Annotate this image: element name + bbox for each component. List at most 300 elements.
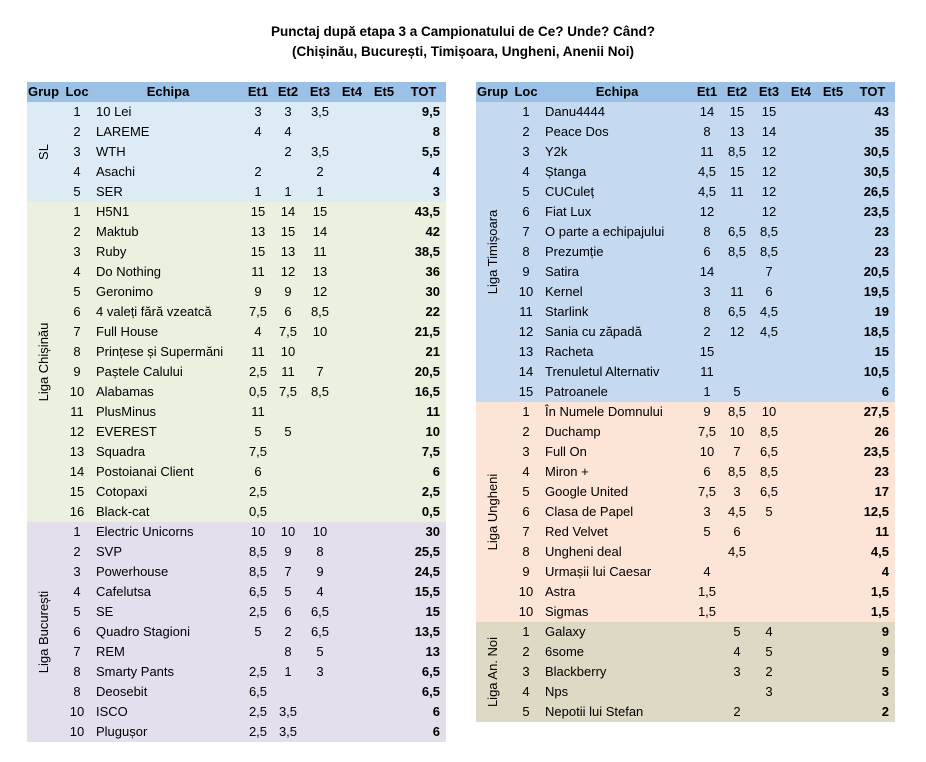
rank-cell: 1 xyxy=(73,204,81,219)
stage5-score xyxy=(367,622,401,642)
stage5-score xyxy=(367,342,401,362)
stage1-score: 5 xyxy=(254,624,262,639)
rank-cell: 14 xyxy=(69,464,85,479)
team-name-cell: Patroanele xyxy=(545,384,608,399)
stage3-score xyxy=(752,602,786,622)
team-name-cell: O parte a echipajului xyxy=(545,224,665,239)
stage1-score: 1 xyxy=(254,184,262,199)
stage4-score xyxy=(337,202,367,222)
stage1-score: 1 xyxy=(703,384,711,399)
team-name-cell: Astra xyxy=(545,584,576,599)
total-score: 2,5 xyxy=(421,484,440,499)
stage1-score: 0,5 xyxy=(248,384,268,399)
stage2-score xyxy=(722,682,752,702)
rank-cell: 3 xyxy=(73,244,81,259)
total-score: 19 xyxy=(874,304,889,319)
stage1-score xyxy=(692,702,722,722)
stage4-score xyxy=(786,402,816,422)
stage3-score xyxy=(303,482,337,502)
total-score: 27,5 xyxy=(863,404,889,419)
stage4-score xyxy=(337,422,367,442)
stage1-score: 7,5 xyxy=(248,304,268,319)
rank-cell: 3 xyxy=(522,444,530,459)
table-row xyxy=(476,702,895,722)
stage3-score xyxy=(752,342,786,362)
team-name-cell: Kernel xyxy=(545,284,583,299)
team-name-cell: 10 Lei xyxy=(96,104,132,119)
header-tot: TOT xyxy=(401,82,446,102)
stage2-score: 8,5 xyxy=(727,244,747,259)
stage5-score xyxy=(816,542,850,562)
stage5-score xyxy=(367,682,401,702)
stage3-score xyxy=(303,122,337,142)
stage5-score xyxy=(816,482,850,502)
header-et3: Et3 xyxy=(303,82,337,102)
total-score: 43 xyxy=(874,104,889,119)
stage2-score: 6 xyxy=(284,304,292,319)
stage2-score: 12 xyxy=(280,264,296,279)
rank-cell: 5 xyxy=(73,604,81,619)
rank-cell: 8 xyxy=(522,244,530,259)
total-score: 6 xyxy=(432,464,440,479)
stage5-score xyxy=(816,222,850,242)
stage5-score xyxy=(367,202,401,222)
stage1-score: 1,5 xyxy=(697,604,717,619)
stage2-score: 15 xyxy=(729,164,745,179)
team-name-cell: Squadra xyxy=(96,444,146,459)
stage5-score xyxy=(367,102,401,122)
table-row xyxy=(27,722,446,742)
table-row xyxy=(476,382,895,402)
stage3-score: 14 xyxy=(312,224,328,239)
stage2-score: 8 xyxy=(284,644,292,659)
rank-cell: 13 xyxy=(69,444,85,459)
stage3-score: 4,5 xyxy=(759,324,779,339)
team-name-cell: Blackberry xyxy=(545,664,607,679)
total-score: 22 xyxy=(425,304,440,319)
stage4-score xyxy=(786,142,816,162)
stage5-score xyxy=(367,502,401,522)
team-name-cell: Urmașii lui Caesar xyxy=(545,564,652,579)
team-name-cell: Postoianai Client xyxy=(96,464,194,479)
table-row xyxy=(476,162,895,182)
stage5-score xyxy=(367,282,401,302)
stage3-score: 3 xyxy=(765,684,773,699)
rank-cell: 8 xyxy=(73,344,81,359)
rank-cell: 12 xyxy=(518,324,534,339)
table-row xyxy=(476,282,895,302)
stage1-score: 15 xyxy=(250,204,266,219)
stage5-score xyxy=(816,562,850,582)
stage2-score xyxy=(273,502,303,522)
stage3-score: 2 xyxy=(316,164,324,179)
header-et5: Et5 xyxy=(367,82,401,102)
stage2-score: 9 xyxy=(284,544,292,559)
stage4-score xyxy=(786,662,816,682)
stage5-score xyxy=(367,442,401,462)
stage4-score xyxy=(337,682,367,702)
stage5-score xyxy=(367,522,401,542)
stage1-score: 2,5 xyxy=(248,484,268,499)
team-name-cell: SE xyxy=(96,604,114,619)
stage1-score: 3 xyxy=(703,504,711,519)
rank-cell: 2 xyxy=(522,424,530,439)
stage1-score: 2,5 xyxy=(248,664,268,679)
stage4-score xyxy=(337,522,367,542)
rank-cell: 6 xyxy=(73,304,81,319)
stage5-score xyxy=(367,122,401,142)
table-row xyxy=(27,162,446,182)
rank-cell: 3 xyxy=(522,664,530,679)
stage2-score: 10 xyxy=(280,344,296,359)
stage3-score: 4,5 xyxy=(759,304,779,319)
header-row xyxy=(27,82,446,102)
rank-cell: 5 xyxy=(522,704,530,719)
table-row xyxy=(27,622,446,642)
standings-table-left xyxy=(27,82,446,742)
stage5-score xyxy=(816,202,850,222)
stage1-score: 8 xyxy=(703,224,711,239)
rank-cell: 14 xyxy=(518,364,534,379)
stage1-score: 8 xyxy=(703,304,711,319)
table-row xyxy=(27,202,446,222)
total-score: 8 xyxy=(432,124,440,139)
stage4-score xyxy=(786,382,816,402)
rank-cell: 2 xyxy=(73,224,81,239)
stage5-score xyxy=(816,342,850,362)
stage4-score xyxy=(786,222,816,242)
stage5-score xyxy=(367,602,401,622)
total-score: 6 xyxy=(432,724,440,739)
rank-cell: 11 xyxy=(519,304,533,319)
stage3-score xyxy=(752,362,786,382)
stage2-score: 6,5 xyxy=(727,224,747,239)
total-score: 38,5 xyxy=(414,244,440,259)
stage3-score: 6,5 xyxy=(310,624,330,639)
stage2-score: 7 xyxy=(284,564,292,579)
table-row xyxy=(476,362,895,382)
stage5-score xyxy=(816,262,850,282)
stage1-score xyxy=(692,642,722,662)
stage2-score: 8,5 xyxy=(727,144,747,159)
stage2-score: 1 xyxy=(284,664,292,679)
team-name-cell: Geronimo xyxy=(96,284,154,299)
team-name-cell: Miron + xyxy=(545,464,589,479)
table-row xyxy=(476,342,895,362)
total-score: 26,5 xyxy=(863,184,889,199)
total-score: 12,5 xyxy=(863,504,889,519)
stage3-score xyxy=(303,422,337,442)
stage5-score xyxy=(816,702,850,722)
total-score: 21 xyxy=(425,344,440,359)
table-row xyxy=(27,402,446,422)
stage2-score: 3,5 xyxy=(278,704,298,719)
stage1-score: 4,5 xyxy=(697,184,717,199)
total-score: 10,5 xyxy=(863,364,889,379)
stage3-score xyxy=(303,682,337,702)
stage2-score: 5 xyxy=(284,584,292,599)
rank-cell: 3 xyxy=(73,144,81,159)
stage1-score: 12 xyxy=(699,204,715,219)
group-label-cell xyxy=(476,402,510,622)
stage3-score: 12 xyxy=(761,144,777,159)
rank-cell: 1 xyxy=(73,104,81,119)
stage1-score: 3 xyxy=(703,284,711,299)
stage1-score: 1,5 xyxy=(697,584,717,599)
total-score: 9 xyxy=(881,644,889,659)
stage3-score: 7 xyxy=(765,264,773,279)
stage4-score xyxy=(337,722,367,742)
total-score: 6 xyxy=(881,384,889,399)
stage5-score xyxy=(816,582,850,602)
stage3-score xyxy=(752,382,786,402)
table-row xyxy=(476,582,895,602)
stage4-score xyxy=(786,502,816,522)
table-row xyxy=(476,482,895,502)
stage2-score: 5 xyxy=(284,424,292,439)
table-row xyxy=(27,122,446,142)
stage1-score: 2 xyxy=(703,324,711,339)
stage4-score xyxy=(337,142,367,162)
team-name-cell: EVEREST xyxy=(96,424,157,439)
stage5-score xyxy=(816,322,850,342)
stage4-score xyxy=(337,442,367,462)
stage5-score xyxy=(816,102,850,122)
stage4-score xyxy=(786,162,816,182)
stage4-score xyxy=(337,582,367,602)
stage3-score: 6,5 xyxy=(310,604,330,619)
header-et4: Et4 xyxy=(337,82,367,102)
stage2-score: 15 xyxy=(729,104,745,119)
stage2-score: 8,5 xyxy=(727,464,747,479)
stage2-score: 7,5 xyxy=(278,384,298,399)
team-name-cell: SER xyxy=(96,184,123,199)
total-score: 18,5 xyxy=(863,324,889,339)
stage1-score: 14 xyxy=(699,104,715,119)
stage3-score: 7 xyxy=(316,364,324,379)
stage2-score: 6 xyxy=(284,604,292,619)
rank-cell: 7 xyxy=(522,524,530,539)
stage5-score xyxy=(367,302,401,322)
total-score: 19,5 xyxy=(863,284,889,299)
header-et4: Et4 xyxy=(786,82,816,102)
total-score: 13,5 xyxy=(414,624,440,639)
table-row xyxy=(27,382,446,402)
stage2-score xyxy=(273,682,303,702)
stage3-score xyxy=(303,342,337,362)
stage2-score xyxy=(273,482,303,502)
rank-cell: 4 xyxy=(522,164,530,179)
table-row xyxy=(476,102,895,122)
team-name-cell: Maktub xyxy=(96,224,139,239)
stage1-score xyxy=(692,542,722,562)
rank-cell: 5 xyxy=(522,184,530,199)
stage4-score xyxy=(337,702,367,722)
table-row xyxy=(27,342,446,362)
table-row xyxy=(27,522,446,542)
header-et5: Et5 xyxy=(816,82,850,102)
stage1-score: 13 xyxy=(250,224,266,239)
stage4-score xyxy=(786,562,816,582)
stage3-score: 4 xyxy=(316,584,324,599)
stage5-score xyxy=(367,722,401,742)
stage5-score xyxy=(816,122,850,142)
team-name-cell: În Numele Domnului xyxy=(545,404,663,419)
stage5-score xyxy=(816,362,850,382)
table-row xyxy=(476,422,895,442)
header-grup: Grup xyxy=(27,82,61,102)
rank-cell: 6 xyxy=(73,624,81,639)
stage5-score xyxy=(816,462,850,482)
stage1-score: 3 xyxy=(254,104,262,119)
table-row xyxy=(27,562,446,582)
stage4-score xyxy=(786,442,816,462)
stage5-score xyxy=(367,262,401,282)
rank-cell: 6 xyxy=(522,504,530,519)
stage3-score: 14 xyxy=(761,124,777,139)
stage4-score xyxy=(786,522,816,542)
rank-cell: 12 xyxy=(69,424,85,439)
header-et1: Et1 xyxy=(692,82,722,102)
stage4-score xyxy=(337,382,367,402)
total-score: 3 xyxy=(432,184,440,199)
stage1-score: 10 xyxy=(250,524,266,539)
stage4-score xyxy=(337,402,367,422)
stage4-score xyxy=(337,662,367,682)
stage3-score: 11 xyxy=(313,244,327,259)
total-score: 4 xyxy=(881,564,889,579)
rank-cell: 5 xyxy=(73,184,81,199)
stage3-score xyxy=(752,582,786,602)
stage2-score: 4,5 xyxy=(727,504,747,519)
stage3-score xyxy=(303,502,337,522)
table-row xyxy=(27,142,446,162)
stage2-score: 13 xyxy=(280,244,296,259)
table-row xyxy=(476,182,895,202)
header-et2: Et2 xyxy=(273,82,303,102)
total-score: 30,5 xyxy=(863,164,889,179)
stage5-score xyxy=(816,642,850,662)
stage5-score xyxy=(367,422,401,442)
stage3-score: 8,5 xyxy=(759,464,779,479)
team-name-cell: PlusMinus xyxy=(96,404,156,419)
table-row xyxy=(27,242,446,262)
stage3-score: 10 xyxy=(312,324,328,339)
stage5-score xyxy=(367,142,401,162)
stage4-score xyxy=(786,362,816,382)
table-row xyxy=(27,422,446,442)
stage3-score: 3,5 xyxy=(310,104,330,119)
stage2-score: 12 xyxy=(729,324,745,339)
team-name-cell: Paștele Calului xyxy=(96,364,183,379)
stage5-score xyxy=(367,662,401,682)
stage1-score: 6 xyxy=(254,464,262,479)
stage5-score xyxy=(367,582,401,602)
stage2-score: 1 xyxy=(284,184,292,199)
stage3-score: 8,5 xyxy=(310,384,330,399)
stage3-score: 5 xyxy=(316,644,324,659)
header-echipa: Echipa xyxy=(542,82,692,102)
stage2-score: 3 xyxy=(733,484,741,499)
total-score: 6,5 xyxy=(421,664,440,679)
stage1-score: 7,5 xyxy=(697,424,717,439)
stage4-score xyxy=(337,462,367,482)
rank-cell: 10 xyxy=(518,284,534,299)
rank-cell: 10 xyxy=(69,724,85,739)
stage5-score xyxy=(367,182,401,202)
team-name-cell: Alabamas xyxy=(96,384,154,399)
table-row xyxy=(476,122,895,142)
stage2-score: 6 xyxy=(733,524,741,539)
stage3-score: 4 xyxy=(765,624,773,639)
stage1-score: 8,5 xyxy=(248,564,268,579)
team-name-cell: Electric Unicorns xyxy=(96,524,194,539)
team-name-cell: Satira xyxy=(545,264,579,279)
team-name-cell: Quadro Stagioni xyxy=(96,624,190,639)
rank-cell: 2 xyxy=(522,124,530,139)
stage5-score xyxy=(367,362,401,382)
table-row xyxy=(27,282,446,302)
stage4-score xyxy=(786,322,816,342)
team-name-cell: Prezumție xyxy=(545,244,604,259)
stage1-score: 8 xyxy=(703,124,711,139)
stage4-score xyxy=(786,302,816,322)
table-row xyxy=(27,482,446,502)
table-row xyxy=(27,222,446,242)
table-row xyxy=(476,542,895,562)
rank-cell: 15 xyxy=(69,484,85,499)
stage4-score xyxy=(337,342,367,362)
stage5-score xyxy=(367,642,401,662)
stage5-score xyxy=(816,522,850,542)
total-score: 6 xyxy=(432,704,440,719)
stage2-score: 3 xyxy=(733,664,741,679)
stage4-score xyxy=(786,582,816,602)
stage5-score xyxy=(816,502,850,522)
total-score: 23 xyxy=(874,224,889,239)
stage3-score: 5 xyxy=(765,644,773,659)
stage5-score xyxy=(816,442,850,462)
stage4-score xyxy=(337,602,367,622)
team-name-cell: Y2k xyxy=(545,144,568,159)
team-name-cell: Galaxy xyxy=(545,624,586,639)
stage1-score: 11 xyxy=(700,364,714,379)
team-name-cell: Peace Dos xyxy=(545,124,609,139)
rank-cell: 1 xyxy=(522,104,530,119)
stage4-score xyxy=(337,222,367,242)
stage5-score xyxy=(816,682,850,702)
rank-cell: 4 xyxy=(73,164,81,179)
stage3-score xyxy=(303,702,337,722)
stage3-score: 6,5 xyxy=(759,484,779,499)
team-name-cell: Deosebit xyxy=(96,684,148,699)
total-score: 5 xyxy=(881,664,889,679)
stage4-score xyxy=(337,642,367,662)
total-score: 9 xyxy=(881,624,889,639)
stage3-score xyxy=(303,462,337,482)
stage1-score: 4 xyxy=(254,324,262,339)
stage3-score xyxy=(303,442,337,462)
team-name-cell: CUCuleț xyxy=(545,184,595,199)
stage1-score: 2 xyxy=(254,164,262,179)
rank-cell: 5 xyxy=(73,284,81,299)
stage1-score: 6 xyxy=(703,464,711,479)
stage2-score xyxy=(273,402,303,422)
stage3-score: 3 xyxy=(316,664,324,679)
stage4-score xyxy=(337,482,367,502)
total-score: 16,5 xyxy=(414,384,440,399)
table-row xyxy=(27,602,446,622)
